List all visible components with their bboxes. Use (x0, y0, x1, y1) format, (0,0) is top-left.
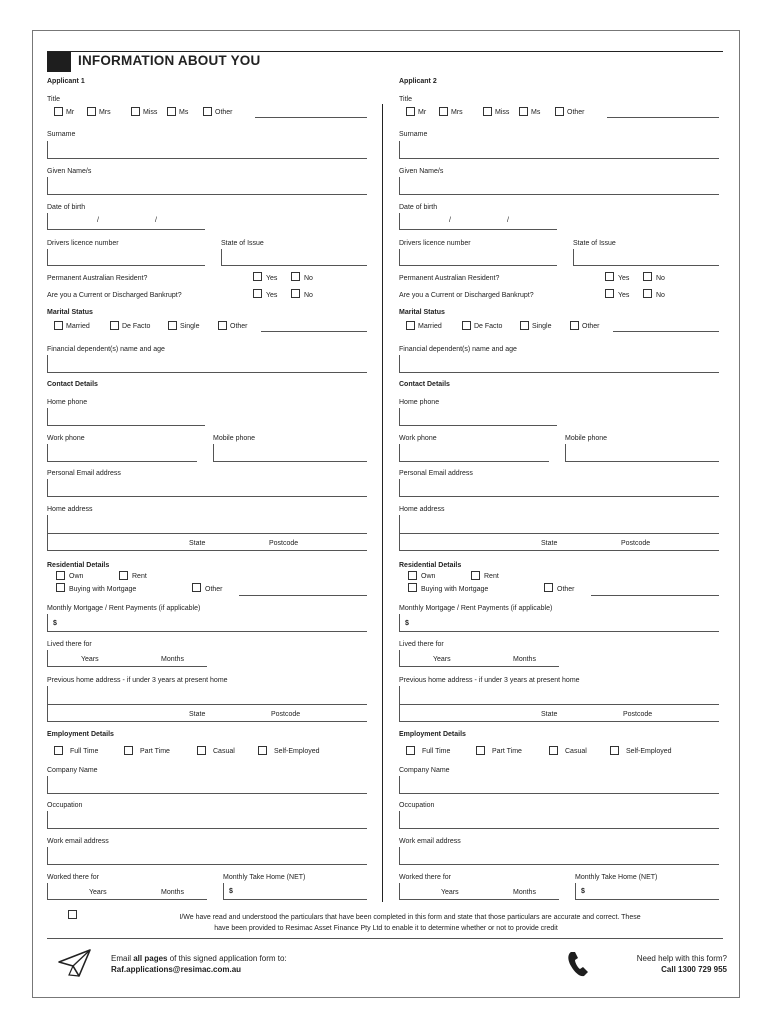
occupation-label: Occupation (47, 802, 83, 809)
marital-option-married-label: Married (418, 323, 442, 330)
home-address-line-1[interactable] (47, 533, 367, 534)
lived-years-label: Years (433, 656, 451, 663)
contact-details-heading: Contact Details (399, 381, 450, 388)
company-name-input[interactable] (47, 776, 367, 794)
title-label: Title (47, 96, 60, 103)
res-own-label: Own (69, 573, 84, 580)
email-label: Personal Email address (399, 470, 473, 477)
worked-there-label: Worked there for (47, 874, 100, 881)
res-other-label: Other (205, 586, 223, 593)
title-option-mrs-label: Mrs (99, 109, 111, 116)
dependents-label: Financial dependent(s) name and age (47, 346, 165, 353)
take-home-input[interactable] (575, 883, 719, 900)
employment-details-heading: Employment Details (399, 731, 466, 738)
title-option-mr-checkbox[interactable] (54, 107, 63, 116)
declaration-line-1: I/We have read and understood the particulars that have been completed in this form and state that those particulars are accurate and correct. These (179, 914, 641, 921)
title-option-mrs-checkbox[interactable] (439, 107, 448, 116)
marital-other-field[interactable] (261, 331, 367, 332)
mobile-phone-label: Mobile phone (565, 435, 608, 442)
take-home-dollar-sign: $ (229, 888, 233, 895)
mortgage-label: Monthly Mortgage / Rent Payments (if applicable) (47, 605, 201, 612)
email-address-link[interactable]: Raf.applications@resimac.com.au (111, 965, 242, 974)
section-header (47, 51, 723, 72)
take-home-input[interactable] (223, 883, 367, 900)
email-prefix: Email (111, 954, 134, 963)
state-of-issue-label: State of Issue (221, 240, 264, 247)
dob-separator-1: / (449, 217, 451, 224)
bankrupt-yes-label: Yes (266, 292, 278, 299)
applicant-heading: Applicant 2 (399, 78, 437, 85)
bankrupt-question: Are you a Current or Discharged Bankrupt? (47, 292, 182, 299)
title-option-miss-label: Miss (495, 109, 510, 116)
title-option-other-checkbox[interactable] (203, 107, 212, 116)
employment-option-parttime-label: Part Time (140, 748, 170, 755)
marital-option-defacto-checkbox[interactable] (110, 321, 119, 330)
previous-address-line-1[interactable] (47, 704, 367, 705)
worked-months-label: Months (161, 889, 184, 896)
phone-icon (567, 950, 591, 978)
marital-option-single-label: Single (532, 323, 552, 330)
residential-details-heading: Residential Details (399, 562, 462, 569)
home-address-postcode-label: Postcode (621, 540, 651, 547)
res-other-label: Other (557, 586, 575, 593)
take-home-label: Monthly Take Home (NET) (223, 874, 306, 881)
mortgage-input[interactable] (47, 614, 367, 632)
resident-yes-label: Yes (266, 275, 278, 282)
paper-plane-icon (57, 948, 93, 978)
lived-there-label: Lived there for (47, 641, 92, 648)
state-of-issue-label: State of Issue (573, 240, 616, 247)
title-option-ms-label: Ms (531, 109, 541, 116)
declaration-text (33, 913, 739, 934)
title-option-other-label: Other (567, 109, 585, 116)
marital-option-single-label: Single (180, 323, 200, 330)
home-phone-input[interactable] (47, 408, 205, 426)
email-input[interactable] (399, 479, 719, 497)
surname-input[interactable] (47, 141, 367, 159)
marital-option-other-label: Other (230, 323, 248, 330)
bankrupt-no-label: No (656, 292, 665, 299)
mobile-phone-input[interactable] (565, 444, 719, 462)
res-other-checkbox[interactable] (544, 583, 553, 592)
marital-option-other-label: Other (582, 323, 600, 330)
employment-option-casual-label: Casual (213, 748, 235, 755)
marital-option-defacto-label: De Facto (122, 323, 151, 330)
resident-question: Permanent Australian Resident? (399, 275, 500, 282)
email-bold: all pages (133, 954, 168, 963)
employment-option-selfemployed-checkbox[interactable] (610, 746, 619, 755)
work-email-label: Work email address (47, 838, 109, 845)
dob-label: Date of birth (399, 204, 438, 211)
employment-option-selfemployed-checkbox[interactable] (258, 746, 267, 755)
lived-years-label: Years (81, 656, 99, 663)
state-of-issue-input[interactable] (573, 249, 719, 266)
given-names-label: Given Name/s (399, 168, 444, 175)
title-option-mr-label: Mr (66, 109, 75, 116)
residential-details-heading: Residential Details (47, 562, 110, 569)
given-names-input[interactable] (47, 177, 367, 195)
title-option-other-label: Other (215, 109, 233, 116)
employment-option-parttime-label: Part Time (492, 748, 522, 755)
marital-option-single-checkbox[interactable] (520, 321, 529, 330)
resident-no-label: No (656, 275, 665, 282)
title-option-mrs-label: Mrs (451, 109, 463, 116)
home-phone-input[interactable] (399, 408, 557, 426)
call-number[interactable]: Call 1300 729 955 (661, 965, 727, 974)
previous-address-state-label: State (189, 711, 206, 718)
previous-address-label: Previous home address - if under 3 years at present home (399, 677, 580, 684)
home-phone-label: Home phone (47, 399, 88, 406)
employment-option-casual-checkbox[interactable] (549, 746, 558, 755)
email-suffix: of this signed application form to: (167, 954, 287, 963)
lived-there-label: Lived there for (399, 641, 444, 648)
res-buying-checkbox[interactable] (56, 583, 65, 592)
dob-separator-1: / (97, 217, 99, 224)
surname-label: Surname (47, 131, 76, 138)
state-of-issue-input[interactable] (221, 249, 367, 266)
employment-option-fulltime-checkbox[interactable] (54, 746, 63, 755)
marital-option-defacto-checkbox[interactable] (462, 321, 471, 330)
worked-years-label: Years (441, 889, 459, 896)
marital-option-married-label: Married (66, 323, 90, 330)
resident-no-label: No (304, 275, 313, 282)
take-home-label: Monthly Take Home (NET) (575, 874, 658, 881)
title-other-field[interactable] (255, 117, 367, 118)
home-address-postcode-label: Postcode (269, 540, 299, 547)
resident-yes-checkbox[interactable] (605, 272, 614, 281)
employment-option-fulltime-checkbox[interactable] (406, 746, 415, 755)
dob-separator-2: / (155, 217, 157, 224)
worked-there-label: Worked there for (399, 874, 452, 881)
column-divider (382, 104, 383, 902)
title-option-ms-checkbox[interactable] (167, 107, 176, 116)
help-label: Need help with this form? (636, 954, 727, 963)
licence-label: Drivers licence number (47, 240, 119, 247)
previous-address-state-label: State (541, 711, 558, 718)
title-option-miss-checkbox[interactable] (483, 107, 492, 116)
worked-years-label: Years (89, 889, 107, 896)
application-form-page (32, 30, 740, 998)
title-option-mrs-checkbox[interactable] (87, 107, 96, 116)
mobile-phone-label: Mobile phone (213, 435, 256, 442)
bankrupt-no-label: No (304, 292, 313, 299)
mortgage-dollar-sign: $ (405, 620, 409, 627)
mobile-phone-input[interactable] (213, 444, 367, 462)
res-rent-checkbox[interactable] (119, 571, 128, 580)
work-email-input[interactable] (399, 847, 719, 865)
res-other-checkbox[interactable] (192, 583, 201, 592)
email-input[interactable] (47, 479, 367, 497)
home-address-state-label: State (541, 540, 558, 547)
dob-input[interactable] (47, 213, 205, 230)
title-option-ms-label: Ms (179, 109, 189, 116)
employment-details-heading: Employment Details (47, 731, 114, 738)
bankrupt-no-checkbox[interactable] (291, 289, 300, 298)
bankrupt-yes-checkbox[interactable] (605, 289, 614, 298)
resident-question: Permanent Australian Resident? (47, 275, 148, 282)
applicant-heading: Applicant 1 (47, 78, 85, 85)
res-other-field[interactable] (239, 595, 367, 596)
res-rent-label: Rent (132, 573, 147, 580)
bankrupt-question: Are you a Current or Discharged Bankrupt? (399, 292, 534, 299)
lived-months-label: Months (513, 656, 536, 663)
title-option-other-checkbox[interactable] (555, 107, 564, 116)
resident-yes-checkbox[interactable] (253, 272, 262, 281)
title-option-ms-checkbox[interactable] (519, 107, 528, 116)
res-buying-label: Buying with Mortgage (69, 586, 137, 593)
given-names-input[interactable] (399, 177, 719, 195)
mortgage-input[interactable] (399, 614, 719, 632)
home-address-state-label: State (189, 540, 206, 547)
home-phone-label: Home phone (399, 399, 440, 406)
res-rent-checkbox[interactable] (471, 571, 480, 580)
dependents-label: Financial dependent(s) name and age (399, 346, 517, 353)
declaration-line-2: have been provided to Resimac Asset Finance Pty Ltd to enable it to determine whether or not to provide credit (214, 924, 558, 932)
employment-option-selfemployed-label: Self-Employed (274, 748, 320, 755)
dob-input[interactable] (399, 213, 557, 230)
work-phone-label: Work phone (399, 435, 437, 442)
section-title: INFORMATION ABOUT YOU (78, 53, 261, 68)
marital-status-heading: Marital Status (47, 309, 93, 316)
marital-status-heading: Marital Status (399, 309, 445, 316)
employment-option-fulltime-label: Full Time (70, 748, 99, 755)
res-buying-label: Buying with Mortgage (421, 586, 489, 593)
dob-separator-2: / (507, 217, 509, 224)
employment-option-fulltime-label: Full Time (422, 748, 451, 755)
marital-option-defacto-label: De Facto (474, 323, 503, 330)
work-phone-input[interactable] (399, 444, 549, 462)
company-name-label: Company Name (399, 767, 450, 774)
occupation-label: Occupation (399, 802, 435, 809)
bankrupt-no-checkbox[interactable] (643, 289, 652, 298)
title-option-miss-label: Miss (143, 109, 158, 116)
title-option-mr-label: Mr (418, 109, 427, 116)
home-address-label: Home address (399, 506, 445, 513)
res-rent-label: Rent (484, 573, 499, 580)
email-label: Personal Email address (47, 470, 121, 477)
marital-option-married-checkbox[interactable] (54, 321, 63, 330)
previous-address-postcode-label: Postcode (271, 711, 301, 718)
res-own-label: Own (421, 573, 436, 580)
marital-option-other-checkbox[interactable] (218, 321, 227, 330)
marital-option-married-checkbox[interactable] (406, 321, 415, 330)
lived-months-label: Months (161, 656, 184, 663)
take-home-dollar-sign: $ (581, 888, 585, 895)
res-own-checkbox[interactable] (408, 571, 417, 580)
footer-divider (47, 938, 723, 939)
title-option-miss-checkbox[interactable] (131, 107, 140, 116)
resident-yes-label: Yes (618, 275, 630, 282)
bankrupt-yes-label: Yes (618, 292, 630, 299)
home-address-line-1[interactable] (399, 533, 719, 534)
resident-no-checkbox[interactable] (643, 272, 652, 281)
marital-option-other-checkbox[interactable] (570, 321, 579, 330)
res-own-checkbox[interactable] (56, 571, 65, 580)
work-email-input[interactable] (47, 847, 367, 865)
previous-address-line-1[interactable] (399, 704, 719, 705)
header-block (47, 52, 71, 72)
bankrupt-yes-checkbox[interactable] (253, 289, 262, 298)
contact-details-heading: Contact Details (47, 381, 98, 388)
res-buying-checkbox[interactable] (408, 583, 417, 592)
title-label: Title (399, 96, 412, 103)
company-name-label: Company Name (47, 767, 98, 774)
licence-input[interactable] (47, 249, 205, 266)
previous-address-postcode-label: Postcode (623, 711, 653, 718)
company-name-input[interactable] (399, 776, 719, 794)
employment-option-parttime-checkbox[interactable] (476, 746, 485, 755)
dob-label: Date of birth (47, 204, 86, 211)
email-instruction (111, 953, 287, 964)
home-address-label: Home address (47, 506, 93, 513)
licence-label: Drivers licence number (399, 240, 471, 247)
employment-option-casual-checkbox[interactable] (197, 746, 206, 755)
occupation-input[interactable] (47, 811, 367, 829)
marital-option-single-checkbox[interactable] (168, 321, 177, 330)
employment-option-selfemployed-label: Self-Employed (626, 748, 672, 755)
surname-label: Surname (399, 131, 428, 138)
previous-address-label: Previous home address - if under 3 years at present home (47, 677, 228, 684)
given-names-label: Given Name/s (47, 168, 92, 175)
mortgage-label: Monthly Mortgage / Rent Payments (if applicable) (399, 605, 553, 612)
mortgage-dollar-sign: $ (53, 620, 57, 627)
work-phone-input[interactable] (47, 444, 197, 462)
worked-months-label: Months (513, 889, 536, 896)
marital-other-field[interactable] (613, 331, 719, 332)
licence-input[interactable] (399, 249, 557, 266)
work-phone-label: Work phone (47, 435, 85, 442)
dependents-input[interactable] (47, 355, 367, 373)
res-other-field[interactable] (591, 595, 719, 596)
title-other-field[interactable] (607, 117, 719, 118)
dependents-input[interactable] (399, 355, 719, 373)
occupation-input[interactable] (399, 811, 719, 829)
work-email-label: Work email address (399, 838, 461, 845)
employment-option-parttime-checkbox[interactable] (124, 746, 133, 755)
resident-no-checkbox[interactable] (291, 272, 300, 281)
title-option-mr-checkbox[interactable] (406, 107, 415, 116)
employment-option-casual-label: Casual (565, 748, 587, 755)
surname-input[interactable] (399, 141, 719, 159)
